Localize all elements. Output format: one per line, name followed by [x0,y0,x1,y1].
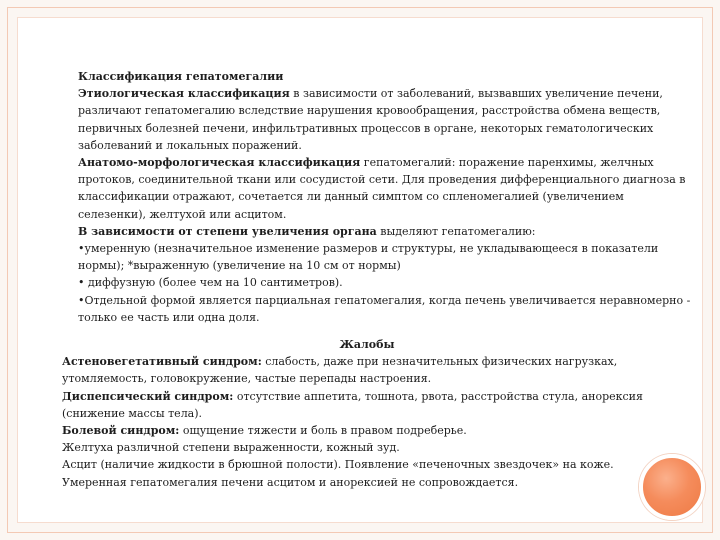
complaints-title: Жалобы [339,338,395,351]
classification-title: Классификация гепатомегалии [78,70,284,83]
degree-text: выделяют гепатомегалию: [376,224,536,238]
pain-paragraph [62,422,672,439]
etiological-paragraph [78,85,693,154]
etiological-label: Этиологическая классификация [78,87,290,101]
degree-paragraph [78,223,693,240]
anatomical-text: гепатомегалий: поражение паренхимы, желчных протоков, соединительной ткани или сосудистой сети. Для проведения дифференциального диагноза в классификации отражают, сочетается ли данный симптом со спленомегалией (увеличением селезенки), желтухой или асцитом. [78,156,686,221]
pain-text: ощущение тяжести и боль в правом подреберье. [179,424,467,438]
asthenic-text: слабость, даже при незначительных физических нагрузках, утомляемость, головокружение, частые перепады настроения. [62,355,618,386]
dyspeptic-paragraph [62,388,672,422]
classification-block [78,68,693,326]
jaundice-line: Желтуха различной степени выраженности, кожный зуд. [62,441,400,455]
decorative-circle [639,454,705,520]
etiological-text: в зависимости от заболеваний, вызвавших увеличение печени, различают гепатомегалию вследствие нарушения кровообращения, расстройства обмена веществ, первичных болезней печени, инфильтративных процессов в органе, некоторых гематологических заболеваний и локальных поражений. [78,87,663,152]
moderate-hepatomegaly-line: Умеренная гепатомегалия печени асцитом и анорексией не сопровождается. [62,475,519,489]
pain-label: Болевой синдром: [62,424,180,438]
degree-label: В зависимости от степени увеличения органа [78,224,377,238]
anatomical-paragraph [78,154,693,223]
anatomical-label: Анатомо-морфологическая классификация [78,156,361,170]
bullet-diffuse: • диффузную (более чем на 10 сантиметров). [78,276,343,290]
ascites-line: Асцит (наличие жидкости в брюшной полости). Появление «печеночных звездочек» на коже. [62,458,614,472]
asthenic-label: Астеновегетативный синдром: [62,355,262,369]
complaints-block [62,336,672,491]
bullet-moderate: •умеренную (незначительное изменение размеров и структуры, не укладывающееся в показатели нормы); *выраженную (увеличение на 10 см от нормы) [78,242,659,273]
asthenic-paragraph [62,353,672,387]
dyspeptic-label: Диспепсический синдром: [62,389,234,403]
bullet-partial: •Отдельной формой является парциальная гепатомегалия, когда печень увеличивается неравномерно - только ее часть или одна доля. [78,293,691,324]
dyspeptic-text: отсутствие аппетита, тошнота, рвота, расстройства стула, анорексия (снижение массы тела). [62,389,643,420]
